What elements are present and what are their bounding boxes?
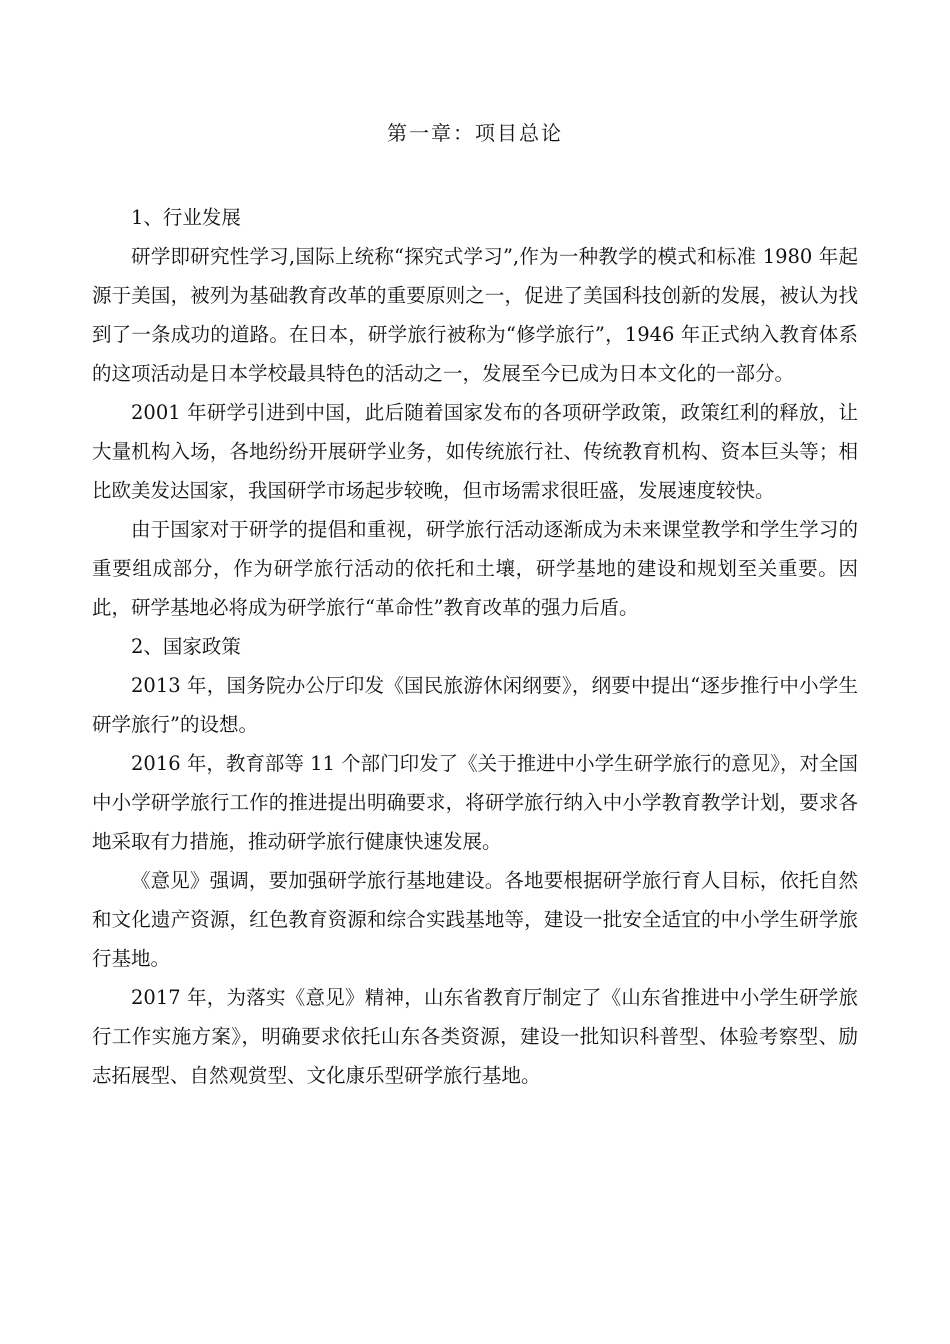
paragraph: 2001 年研学引进到中国，此后随着国家发布的各项研学政策，政策红利的释放，让大量机构入场，各地纷纷开展研学业务，如传统旅行社、传统教育机构、资本巨头等；相比欧美发达国家，我国研学市场起步较晚，但市场需求很旺盛，发展速度较快。 (92, 401, 858, 502)
paragraph: 2013 年，国务院办公厅印发《国民旅游休闲纲要》，纲要中提出“逐步推行中小学生研学旅行”的设想。 (92, 674, 858, 736)
paragraph: 研学即研究性学习,国际上统称“探究式学习”,作为一种教学的模式和标准 1980 年起源于美国，被列为基础教育改革的重要原则之一，促进了美国科技创新的发展，被认为找到了一条成功的道路。在日本，研学旅行被称为“修学旅行”，1946 年正式纳入教育体系的这项活动是日本学校最具特色的活动之一，发展至今已成为日本文化的一部分。 (92, 245, 858, 385)
section-heading-industry: 1、行业发展 (131, 206, 241, 229)
paragraph: 由于国家对于研学的提倡和重视，研学旅行活动逐渐成为未来课堂教学和学生学习的重要组成部分，作为研学旅行活动的依托和土壤，研学基地的建设和规划至关重要。因此，研学基地必将成为研学旅行“革命性”教育改革的强力后盾。 (92, 518, 858, 619)
section-heading-policy: 2、国家政策 (131, 635, 241, 658)
document-body (92, 198, 858, 1095)
paragraph: 2016 年，教育部等 11 个部门印发了《关于推进中小学生研学旅行的意见》，对全国中小学研学旅行工作的推进提出明确要求，将研学旅行纳入中小学教育教学计划，要求各地采取有力措施，推动研学旅行健康快速发展。 (92, 752, 858, 853)
paragraph: 《意见》强调，要加强研学旅行基地建设。各地要根据研学旅行育人目标，依托自然和文化遗产资源，红色教育资源和综合实践基地等，建设一批安全适宜的中小学生研学旅行基地。 (92, 869, 858, 970)
paragraph: 2017 年，为落实《意见》精神，山东省教育厅制定了《山东省推进中小学生研学旅行工作实施方案》，明确要求依托山东各类资源，建设一批知识科普型、体验考察型、励志拓展型、自然观赏型、文化康乐型研学旅行基地。 (92, 986, 858, 1087)
chapter-title: 第一章：项目总论 (387, 121, 563, 145)
